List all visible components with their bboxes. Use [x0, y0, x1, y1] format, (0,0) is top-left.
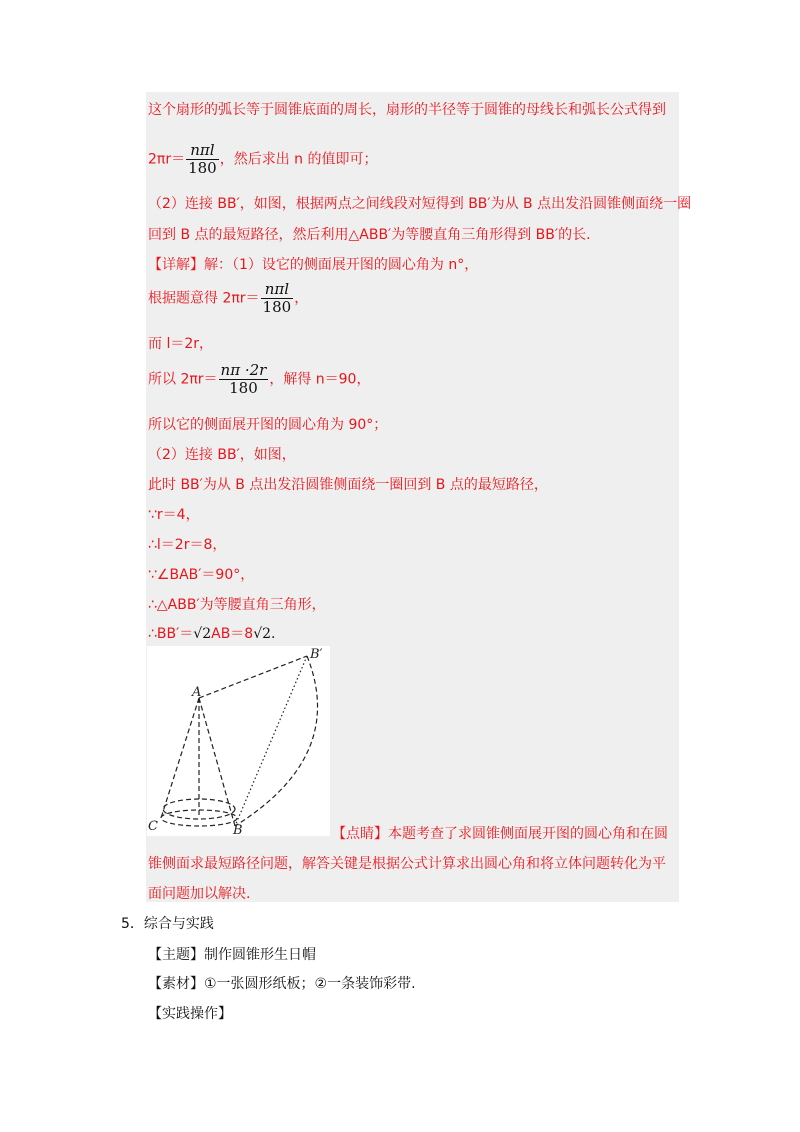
- solution-line: ∴BB′＝√2AB＝8√2.: [148, 626, 276, 642]
- fraction: $\frac{n\pi \cdot 2r}{180}$: [220, 361, 267, 397]
- solution-line: 所以 2πr＝ $\frac{n\pi \cdot 2r}{180}$ ，解得 n＝90，: [148, 361, 371, 397]
- solution-line: （2）连接 BB′，如图，: [148, 447, 296, 463]
- solution-line: 回到 B 点的最短路径，然后利用△ABB′为等腰直角三角形得到 BB′的长.: [148, 227, 591, 243]
- sqrt-expression: √2: [193, 626, 212, 642]
- solution-line: （2）连接 BB′，如图，根据两点之间线段对短得到 BB′为从 B 点出发沿圆锥侧面绕一圈: [148, 196, 692, 212]
- solution-line: ∴l＝2r＝8，: [148, 537, 227, 553]
- label-B-prime: B′: [310, 647, 323, 662]
- fraction: $\frac{\text{nπl}}{180}$: [262, 280, 292, 316]
- label-C: C: [148, 819, 158, 834]
- solution-line: ∵∠BAB′＝90°，: [148, 567, 255, 583]
- solution-line: 而 l＝2r，: [148, 336, 214, 352]
- note-tag: 【点睛】: [332, 826, 388, 842]
- label-B: B: [233, 823, 243, 836]
- arc-B-prime-to-B: [235, 656, 318, 826]
- solution-line: 所以它的侧面展开图的圆心角为 90°；: [148, 417, 388, 433]
- question-number: 5．综合与实践: [121, 916, 214, 932]
- cone-diagram: [147, 646, 330, 836]
- solution-line: 此时 BB′为从 B 点出发沿圆锥侧面绕一圈回到 B 点的最短路径，: [148, 477, 548, 493]
- solution-line: 根据题意得 2πr＝ $\frac{\text{nπl}}{180}$ ，: [148, 280, 309, 316]
- solution-line: ∵r＝4，: [148, 507, 200, 523]
- question-material: 【素材】①一张圆形纸板；②一条装饰彩带.: [148, 976, 416, 992]
- solution-line: 【点睛】本题考查了求圆锥侧面展开图的圆心角和在圆: [332, 826, 668, 842]
- question-theme: 【主题】制作圆锥形生日帽: [148, 947, 316, 963]
- label-A: A: [192, 685, 202, 700]
- detail-tag: 【详解】: [148, 257, 204, 273]
- segment-BB-prime: [235, 656, 307, 826]
- sqrt-expression: √2: [253, 626, 272, 642]
- generatrix-AB: [199, 698, 235, 826]
- solution-line: 【详解】解：（1）设它的侧面展开图的圆心角为 n°，: [148, 257, 479, 273]
- solution-line: 面问题加以解决.: [148, 886, 251, 902]
- solution-line: ∴△ABB′为等腰直角三角形，: [148, 597, 326, 613]
- solution-line: 这个扇形的弧长等于圆锥底面的周长，扇形的半径等于圆锥的母线长和弧长公式得到: [148, 102, 666, 118]
- segment-AB-prime: [199, 656, 307, 698]
- fraction: $\frac{\text{nπl}}{180}$: [188, 141, 217, 177]
- solution-line: 2πr＝ $\frac{\text{nπl}}{180}$ ，然后求出 n 的值即可；: [148, 141, 378, 177]
- question-practice: 【实践操作】: [148, 1006, 232, 1022]
- cone-figure: [147, 646, 330, 836]
- solution-line: 锥侧面求最短路径问题，解答关键是根据公式计算求出圆心角和将立体问题转化为平: [148, 856, 666, 872]
